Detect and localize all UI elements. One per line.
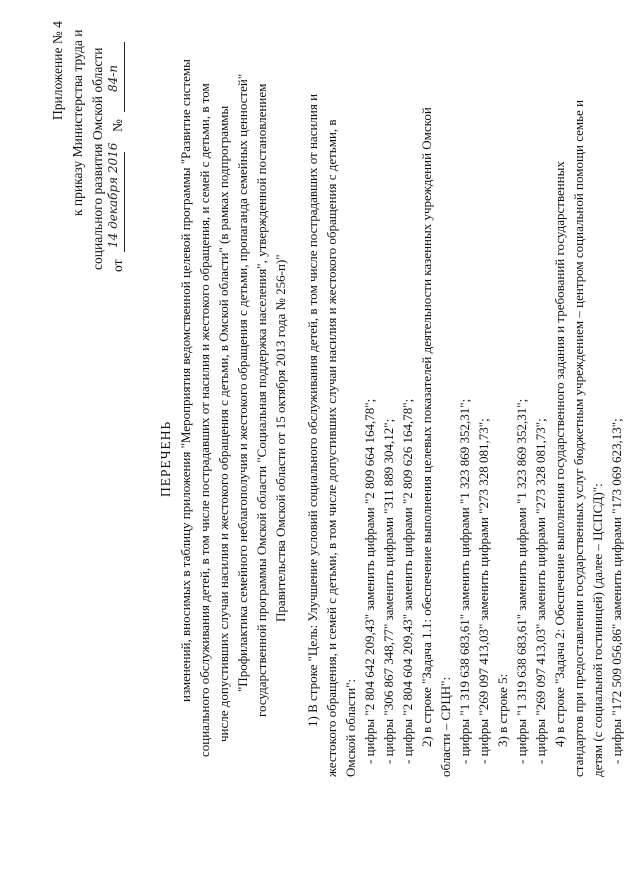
body-line: детям (с социальной гостиницей) (далее – ЦСПСД)":: [590, 483, 605, 777]
body-line: - цифры "269 097 413,03" заменить цифрами "273 328 081,73";: [476, 418, 491, 764]
body-line: - цифры "172 509 056,86" заменить цифрами "173 069 623,13";: [609, 418, 624, 764]
appendix-ministry-line: социального развития Омской области: [90, 47, 105, 270]
date-underline: [124, 152, 125, 252]
body-line: области – СРЦН":: [438, 676, 453, 777]
body-line: 4) в строке "Задача 2: Обеспечение выполнения государственного задания и требований государственных: [552, 161, 567, 747]
appendix-title: Приложение № 4: [50, 21, 65, 120]
body-line: - цифры "269 097 413,03" заменить цифрами "273 328 081,73";: [533, 418, 548, 764]
document-title: ПЕРЕЧЕНЬ: [158, 420, 173, 497]
subtitle-line-6: Правительства Омской области от 15 октября 2013 года № 256-п)": [273, 254, 288, 622]
body-line: 1) В строке "Цель: Улучшение условий социального обслуживания детей, в том числе пострадавших от насилия и: [305, 93, 320, 727]
subtitle-line-4: "Профилактика семейного неблагополучия и жестокого обращения с детьми, пропаганда семейных ценностей": [235, 73, 250, 692]
body-line: 3) в строке 5:: [495, 673, 510, 747]
handwritten-date: 14 декабря 2016: [106, 142, 120, 248]
body-line: - цифры "2 804 642 209,43" заменить цифрами "2 809 664 164,78";: [362, 398, 377, 764]
body-line: - цифры "1 319 638 683,61" заменить цифрами "1 323 869 352,31";: [457, 398, 472, 764]
body-line: - цифры "306 867 348,77" заменить цифрами "311 889 304,12";: [381, 418, 396, 764]
subtitle-line-1: изменений, вносимых в таблицу приложения "Мероприятия ведомственной целевой программы "Развитие системы: [178, 59, 193, 702]
handwritten-number: 84-п: [106, 64, 120, 92]
appendix-number-label: №: [110, 119, 125, 132]
body-line: Омской области":: [343, 678, 358, 777]
subtitle-line-2: социального обслуживания детей, в том числе пострадавших от насилия и жестокого обращения, и семей с детьми, в том: [197, 83, 212, 757]
body-line: - цифры "1 319 638 683,61" заменить цифрами "1 323 869 352,31";: [514, 398, 529, 764]
body-line: - цифры "2 804 604 209,43" заменить цифрами "2 809 626 164,78";: [400, 398, 415, 764]
body-line: 2) в строке "Задача 1.1: обеспечение выполнения целевых показателей деятельности казенных учреждений Омской: [419, 107, 434, 747]
number-underline: [124, 42, 125, 112]
subtitle-line-3: числе допустивших случаи насилия и жестокого обращения с детьми, в Омской области" (в рамках подпрограммы: [216, 105, 231, 742]
body-line: жестокого обращения, и семей с детьми, в том числе допустивших случаи насилия и жестокого обращения с детьми, в: [324, 119, 339, 777]
subtitle-line-5: государственной программы Омской области "Социальная поддержка населения", утвержденной постановлением: [254, 83, 269, 717]
appendix-order-line: к приказу Министерства труда и: [70, 29, 85, 216]
appendix-from-label: от: [110, 259, 125, 272]
body-line: стандартов при предоставлении государственных услуг бюджетным учреждением – центром социальной помощи семье и: [571, 99, 586, 777]
